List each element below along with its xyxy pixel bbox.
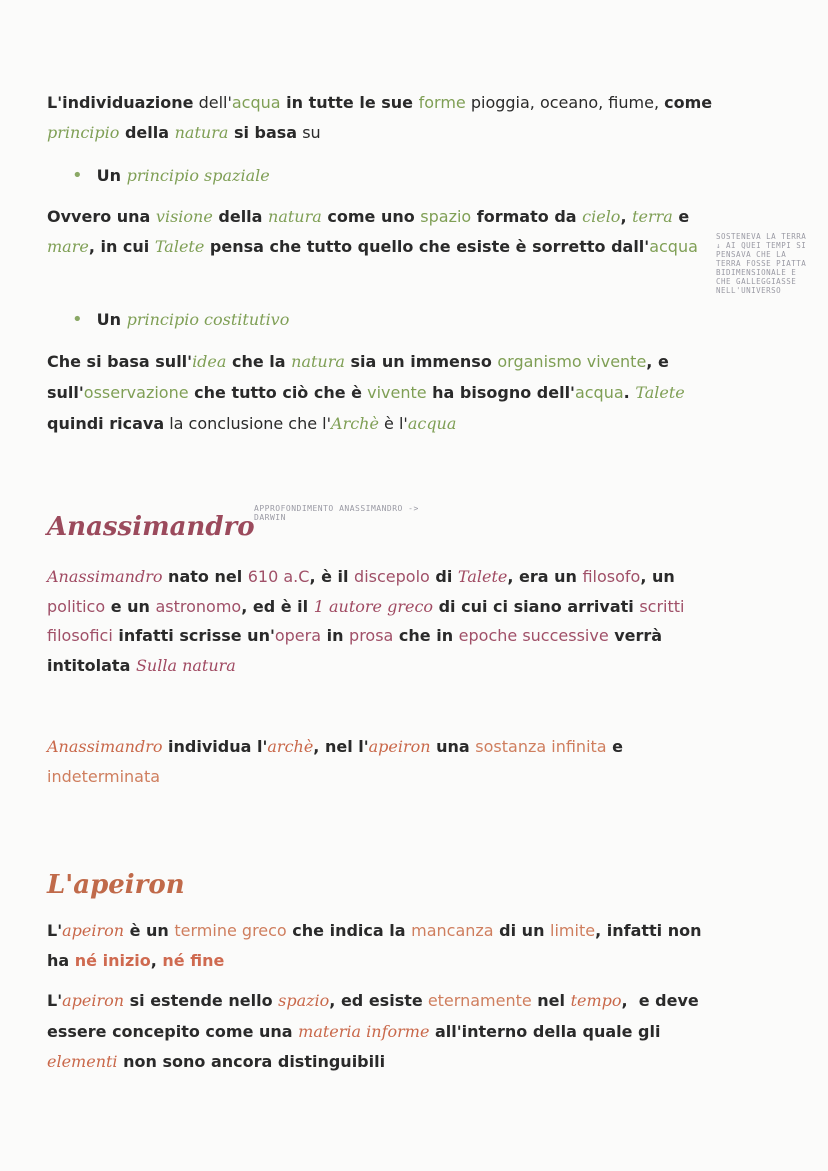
text-run: , infatti non ha bbox=[47, 921, 702, 970]
paragraph-apeiron-spazio-tempo bbox=[47, 986, 712, 1078]
text-run: ha bisogno dell' bbox=[426, 383, 575, 402]
text-run: infatti scrisse un' bbox=[112, 626, 275, 645]
paragraph-organismo-vivente bbox=[47, 346, 687, 439]
text-run: indeterminata bbox=[47, 767, 161, 786]
text-run: né inizio bbox=[74, 951, 151, 970]
text-run: è l' bbox=[378, 414, 408, 433]
text-run: individuazione bbox=[62, 93, 194, 112]
text-run: è un bbox=[124, 921, 175, 940]
text-run: in tutte le sue bbox=[280, 93, 419, 112]
text-run: mancanza bbox=[411, 921, 494, 940]
text-run: in bbox=[321, 626, 350, 645]
heading-anassimandro bbox=[47, 510, 255, 544]
text-run: pensa che tutto quello che esiste è bbox=[204, 237, 533, 256]
text-run: , un bbox=[640, 567, 675, 586]
text-run: e bbox=[606, 737, 624, 756]
text-run: non sono bbox=[117, 1052, 211, 1071]
text-run: si bbox=[228, 123, 255, 142]
text-run: Sulla natura bbox=[135, 655, 236, 675]
text-run: spazio bbox=[420, 207, 472, 226]
text-run: scritti filosofici bbox=[47, 596, 685, 645]
text-run: L' bbox=[47, 921, 63, 940]
text-run: Un bbox=[96, 310, 127, 329]
text-run: una bbox=[430, 737, 476, 756]
margin-handwritten-note: SOSTENEVA LA TERRA ↓ AI QUEI TEMPI SI PENSAVA CHE LA TERRA FOSSE PIATTA BIDIMENSIONALE E CHE GALLEGGIASSE NELL'UNIVERSO bbox=[716, 232, 807, 295]
approfondimento-handwritten-note: APPROFONDIMENTO ANASSIMANDRO -> DARWIN bbox=[254, 504, 419, 522]
bullet-principio-spaziale bbox=[72, 161, 762, 191]
text-run: formato da bbox=[471, 207, 583, 226]
text-run: Un bbox=[96, 166, 127, 185]
paragraph-acqua-principio bbox=[47, 88, 737, 148]
text-run: , nel l' bbox=[313, 737, 369, 756]
text-run: vivente bbox=[367, 383, 427, 402]
text-run: principio spaziale bbox=[126, 166, 270, 185]
text-run: idea bbox=[192, 352, 227, 371]
text-run: verrà intitolata bbox=[47, 626, 663, 675]
text-run: Anassimandro bbox=[47, 512, 255, 542]
text-run: , bbox=[620, 207, 633, 226]
text-run: Talete bbox=[457, 567, 508, 586]
text-run: principio bbox=[47, 123, 120, 142]
text-run: all' bbox=[429, 1021, 462, 1041]
text-run: natura bbox=[268, 207, 322, 226]
text-run: L' bbox=[47, 991, 63, 1010]
text-run: L' bbox=[47, 93, 63, 112]
text-run: filosofo bbox=[582, 567, 641, 586]
text-run: opera bbox=[274, 626, 322, 645]
text-run: come una bbox=[199, 1021, 299, 1041]
text-run: la bbox=[383, 921, 412, 940]
text-run: elementi bbox=[47, 1052, 118, 1071]
text-run: astronomo bbox=[155, 596, 242, 616]
text-run: ricava bbox=[109, 414, 165, 433]
text-run: Archè bbox=[331, 414, 379, 433]
text-run: quindi bbox=[47, 414, 110, 433]
text-run: Che si basa sull' bbox=[47, 352, 193, 371]
paragraph-anassimandro-bio bbox=[47, 562, 727, 680]
text-run: tempo bbox=[570, 991, 622, 1010]
text-run: . bbox=[623, 383, 636, 402]
paragraph-apeiron-definition bbox=[47, 916, 707, 976]
text-run: , ed bbox=[329, 991, 369, 1010]
text-run: e bbox=[672, 207, 690, 226]
text-run: e un bbox=[105, 596, 156, 616]
text-run: né fine bbox=[162, 951, 225, 970]
text-run: nato nel bbox=[162, 567, 248, 586]
paragraph-arche-apeiron bbox=[47, 732, 667, 792]
text-run: concepito bbox=[112, 1021, 200, 1041]
text-run: Anassimandro bbox=[47, 737, 163, 756]
text-run: interno bbox=[461, 1021, 528, 1041]
text-run: come bbox=[664, 93, 713, 112]
text-run: estende bbox=[150, 991, 223, 1010]
text-run: organismo vivente bbox=[497, 352, 647, 371]
text-run: tutto ciò che è bbox=[231, 383, 363, 402]
text-run: esiste bbox=[368, 991, 423, 1010]
text-run: , e deve essere bbox=[47, 991, 699, 1041]
text-run: di cui ci siano arrivati bbox=[433, 596, 640, 616]
text-run: eternamente bbox=[427, 991, 532, 1010]
text-run: nel bbox=[531, 991, 571, 1010]
text-run: , e sull' bbox=[47, 352, 669, 402]
text-run: , era un bbox=[507, 567, 583, 586]
text-run: mare bbox=[47, 237, 89, 256]
text-run: che bbox=[188, 383, 232, 402]
text-run: la conclusione che l' bbox=[164, 414, 332, 433]
text-run: 610 a.C bbox=[247, 567, 310, 586]
text-run: epoche successive bbox=[458, 626, 609, 645]
text-run: pioggia, oceano, fiume, bbox=[465, 93, 665, 112]
text-run: di bbox=[429, 567, 458, 586]
text-run: osservazione bbox=[83, 383, 189, 402]
text-run: natura bbox=[174, 123, 229, 142]
text-run: terra bbox=[632, 207, 673, 226]
text-run: dell' bbox=[193, 93, 232, 112]
text-run: su bbox=[297, 123, 321, 142]
text-run: che in bbox=[393, 626, 459, 645]
text-run: Talete bbox=[154, 237, 205, 256]
text-run: politico bbox=[47, 596, 106, 616]
text-run: acqua bbox=[407, 414, 457, 433]
text-run: materia informe bbox=[298, 1021, 430, 1041]
text-run: sostanza infinita bbox=[475, 737, 607, 756]
text-run: archè bbox=[267, 737, 314, 756]
text-run: apeiron bbox=[62, 991, 125, 1010]
paragraph-visione-natura bbox=[47, 202, 715, 262]
text-run: apeiron bbox=[62, 921, 125, 940]
text-run: indica bbox=[329, 921, 384, 940]
text-run: spazio bbox=[278, 991, 330, 1010]
text-run: visione bbox=[155, 207, 213, 226]
text-run: della bbox=[212, 207, 269, 226]
text-run: acqua bbox=[574, 383, 624, 402]
text-run: Talete bbox=[635, 383, 685, 402]
text-run: prosa bbox=[349, 626, 394, 645]
text-run: acqua bbox=[231, 93, 281, 112]
text-run: ancora distinguibili bbox=[210, 1052, 386, 1071]
text-run: , in cui bbox=[88, 237, 155, 256]
text-run: basa bbox=[254, 123, 298, 142]
text-run: della quale gli bbox=[527, 1021, 661, 1041]
text-run: nello bbox=[222, 991, 279, 1010]
text-run: come uno bbox=[321, 207, 421, 226]
text-run: della bbox=[119, 123, 175, 142]
text-run: acqua bbox=[649, 237, 698, 256]
text-run: termine greco bbox=[174, 921, 287, 940]
text-run: discepolo bbox=[354, 567, 430, 586]
text-run: L'apeiron bbox=[47, 870, 185, 900]
text-run: forme bbox=[418, 93, 466, 112]
text-run: dall' bbox=[605, 237, 650, 256]
bullet-principio-costitutivo bbox=[72, 305, 762, 335]
heading-apeiron bbox=[47, 868, 185, 902]
text-run: , ed è il bbox=[241, 596, 314, 616]
text-run: Ovvero una bbox=[47, 207, 156, 226]
text-run: che la bbox=[226, 352, 292, 371]
text-run: si bbox=[124, 991, 151, 1010]
text-run: apeiron bbox=[368, 737, 431, 756]
text-run: che bbox=[286, 921, 330, 940]
text-run: sia un immenso bbox=[344, 352, 498, 371]
text-run: natura bbox=[291, 352, 345, 371]
text-run: cielo bbox=[582, 207, 621, 226]
text-run: principio costitutivo bbox=[126, 310, 290, 329]
text-run: di un bbox=[493, 921, 551, 940]
text-run: Anassimandro bbox=[47, 567, 163, 586]
text-run: limite bbox=[550, 921, 596, 940]
text-run: sorretto bbox=[532, 237, 606, 256]
text-run: 1 autore greco bbox=[313, 596, 434, 616]
text-run: individua l' bbox=[162, 737, 268, 756]
text-run: , è il bbox=[309, 567, 355, 586]
text-run: , bbox=[150, 951, 163, 970]
